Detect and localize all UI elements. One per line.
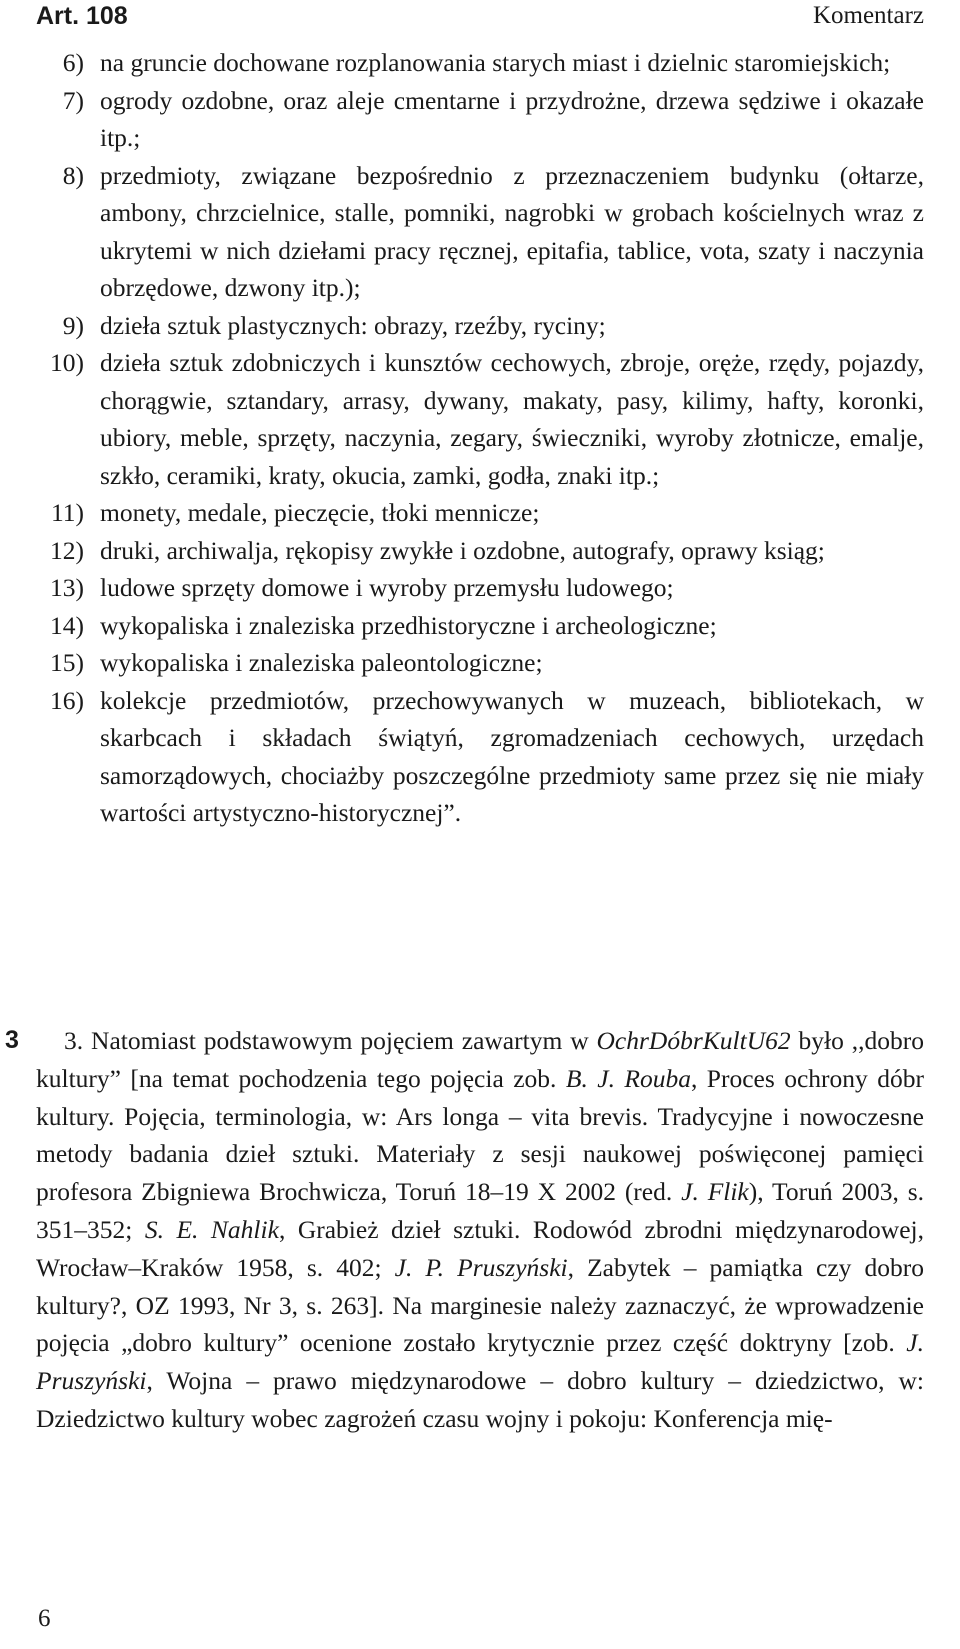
list-item-number: 14) xyxy=(50,610,84,640)
paragraph-text: , Wojna – prawo międzynarodowe – dobro kultury – dziedzictwo, w: Dziedzictwo kultury wobec zagrożeń czasu wojny i pokoju: Konferencja mię- xyxy=(36,1366,924,1433)
list-item xyxy=(36,157,924,307)
list-item-number: 9) xyxy=(62,310,84,340)
list-item-text: monety, medale, pieczęcie, tłoki mennicze; xyxy=(100,498,540,527)
author-name: J. P. Pruszyński xyxy=(394,1252,568,1282)
list-item-text: dzieła sztuk plastycznych: obrazy, rzeźby, ryciny; xyxy=(100,310,606,340)
list-item-text: kolekcje przedmiotów, przechowywanych w muzeach, bibliotekach, w skarbcach i składach świątyń, zgromadzeniach cechowych, urzędach samorządowych, chociażby poszczególne przedmioty same przez się nie miały wartości artystyczno-historycznej”. xyxy=(100,685,924,827)
editor-name: J. Flik xyxy=(681,1177,749,1207)
author-name: S. E. Nahlik xyxy=(144,1214,279,1244)
list-item-number: 13) xyxy=(50,573,84,602)
paragraph-text: 3. Natomiast podstawowym pojęciem zawartym w xyxy=(64,1026,597,1055)
list-item xyxy=(36,344,924,494)
running-header xyxy=(36,2,924,36)
commentary-paragraph xyxy=(36,1022,924,1438)
list-item xyxy=(36,494,924,532)
list-item-text: druki, archiwalja, rękopisy zwykłe i ozdobne, autografy, oprawy ksiąg; xyxy=(100,535,825,565)
list-item-number: 12) xyxy=(50,535,84,565)
list-item-text: wykopaliska i znaleziska paleontologiczne; xyxy=(100,648,543,677)
list-item xyxy=(36,607,924,645)
list-item xyxy=(36,682,924,832)
paragraph-text: , Grabież dzieł sztuki. Rodowód zbrodni międzynarodowej, Wrocław–Kraków 1958, s. 402; xyxy=(36,1214,924,1282)
list-item xyxy=(36,644,924,682)
list-item-number: 7) xyxy=(62,85,84,115)
paragraph-text: ), Toruń 2003, s. 351–352; xyxy=(36,1177,924,1244)
list-item-number: 16) xyxy=(50,685,84,715)
list-item xyxy=(36,44,924,82)
page-number: 6 xyxy=(38,1605,51,1632)
act-abbreviation: OchrDóbrKultU62 xyxy=(596,1026,791,1055)
list-item-number: 11) xyxy=(50,498,84,527)
margin-number: 3 xyxy=(5,1026,19,1054)
paragraph-text: było ,,dobro kultury” [na temat pochodzenia tego pojęcia zob. xyxy=(36,1026,924,1093)
enumerated-list xyxy=(36,44,924,832)
author-name: B. J. Rouba xyxy=(565,1063,691,1093)
list-item-number: 6) xyxy=(62,48,84,77)
list-item-text: ogrody ozdobne, oraz aleje cmentarne i przydrożne, drzewa sędziwe i okazałe itp.; xyxy=(100,85,924,152)
list-item-text: na gruncie dochowane rozplanowania starych miast i dzielnic staromiejskich; xyxy=(100,48,891,77)
list-item xyxy=(36,82,924,157)
list-item-number: 10) xyxy=(50,348,84,377)
section-title: Komentarz xyxy=(812,2,924,29)
list-item-text: dzieła sztuk zdobniczych i kunsztów cechowych, zbroje, oręże, rzędy, pojazdy, chorągwie, sztandary, arrasy, dywany, makaty, pasy, kilimy, hafty, koronki, ubiory, meble, sprzęty, naczynia, zegary, świeczniki, wyroby złotnicze, emalje, szkło, ceramiki, kraty, okucia, zamki, godła, znaki itp.; xyxy=(100,348,924,490)
list-item xyxy=(36,569,924,607)
list-item-number: 15) xyxy=(50,648,84,677)
paragraph-text: , Proces ochrony dóbr kultury. Pojęcia, terminologia, w: Ars longa – vita brevis. Tradycyjne i nowoczesne metody badania dzieł sztuki. Materiały z sesji naukowej poświęconej pamięci profesora Zbigniewa Brochwicza, Toruń 18–19 X 2002 (red. xyxy=(36,1063,924,1207)
paragraph-text: , Zabytek – pamiątka czy dobro kultury?, OZ 1993, Nr 3, s. 263]. Na marginesie należy zaznaczyć, że wprowadzenie pojęcia „dobro kultury” ocenione zostało krytycznie przez część doktryny [zob. xyxy=(36,1252,924,1358)
author-name: J. Pruszyński xyxy=(36,1328,924,1396)
article-number: Art. 108 xyxy=(36,2,128,30)
list-item-number: 8) xyxy=(62,160,84,190)
list-item-text: przedmioty, związane bezpośrednio z przeznaczeniem budynku (ołtarze, ambony, chrzcielnice, stalle, pomniki, nagrobki w grobach kościelnych wraz z ukrytemi w nich dziełami pracy ręcznej, epitafia, tablice, vota, szaty i naczynia obrzędowe, dzwony itp.); xyxy=(100,160,924,302)
list-item xyxy=(36,307,924,345)
list-item xyxy=(36,532,924,570)
list-item-text: wykopaliska i znaleziska przedhistoryczne i archeologiczne; xyxy=(100,610,717,640)
list-item-text: ludowe sprzęty domowe i wyroby przemysłu ludowego; xyxy=(100,573,674,602)
